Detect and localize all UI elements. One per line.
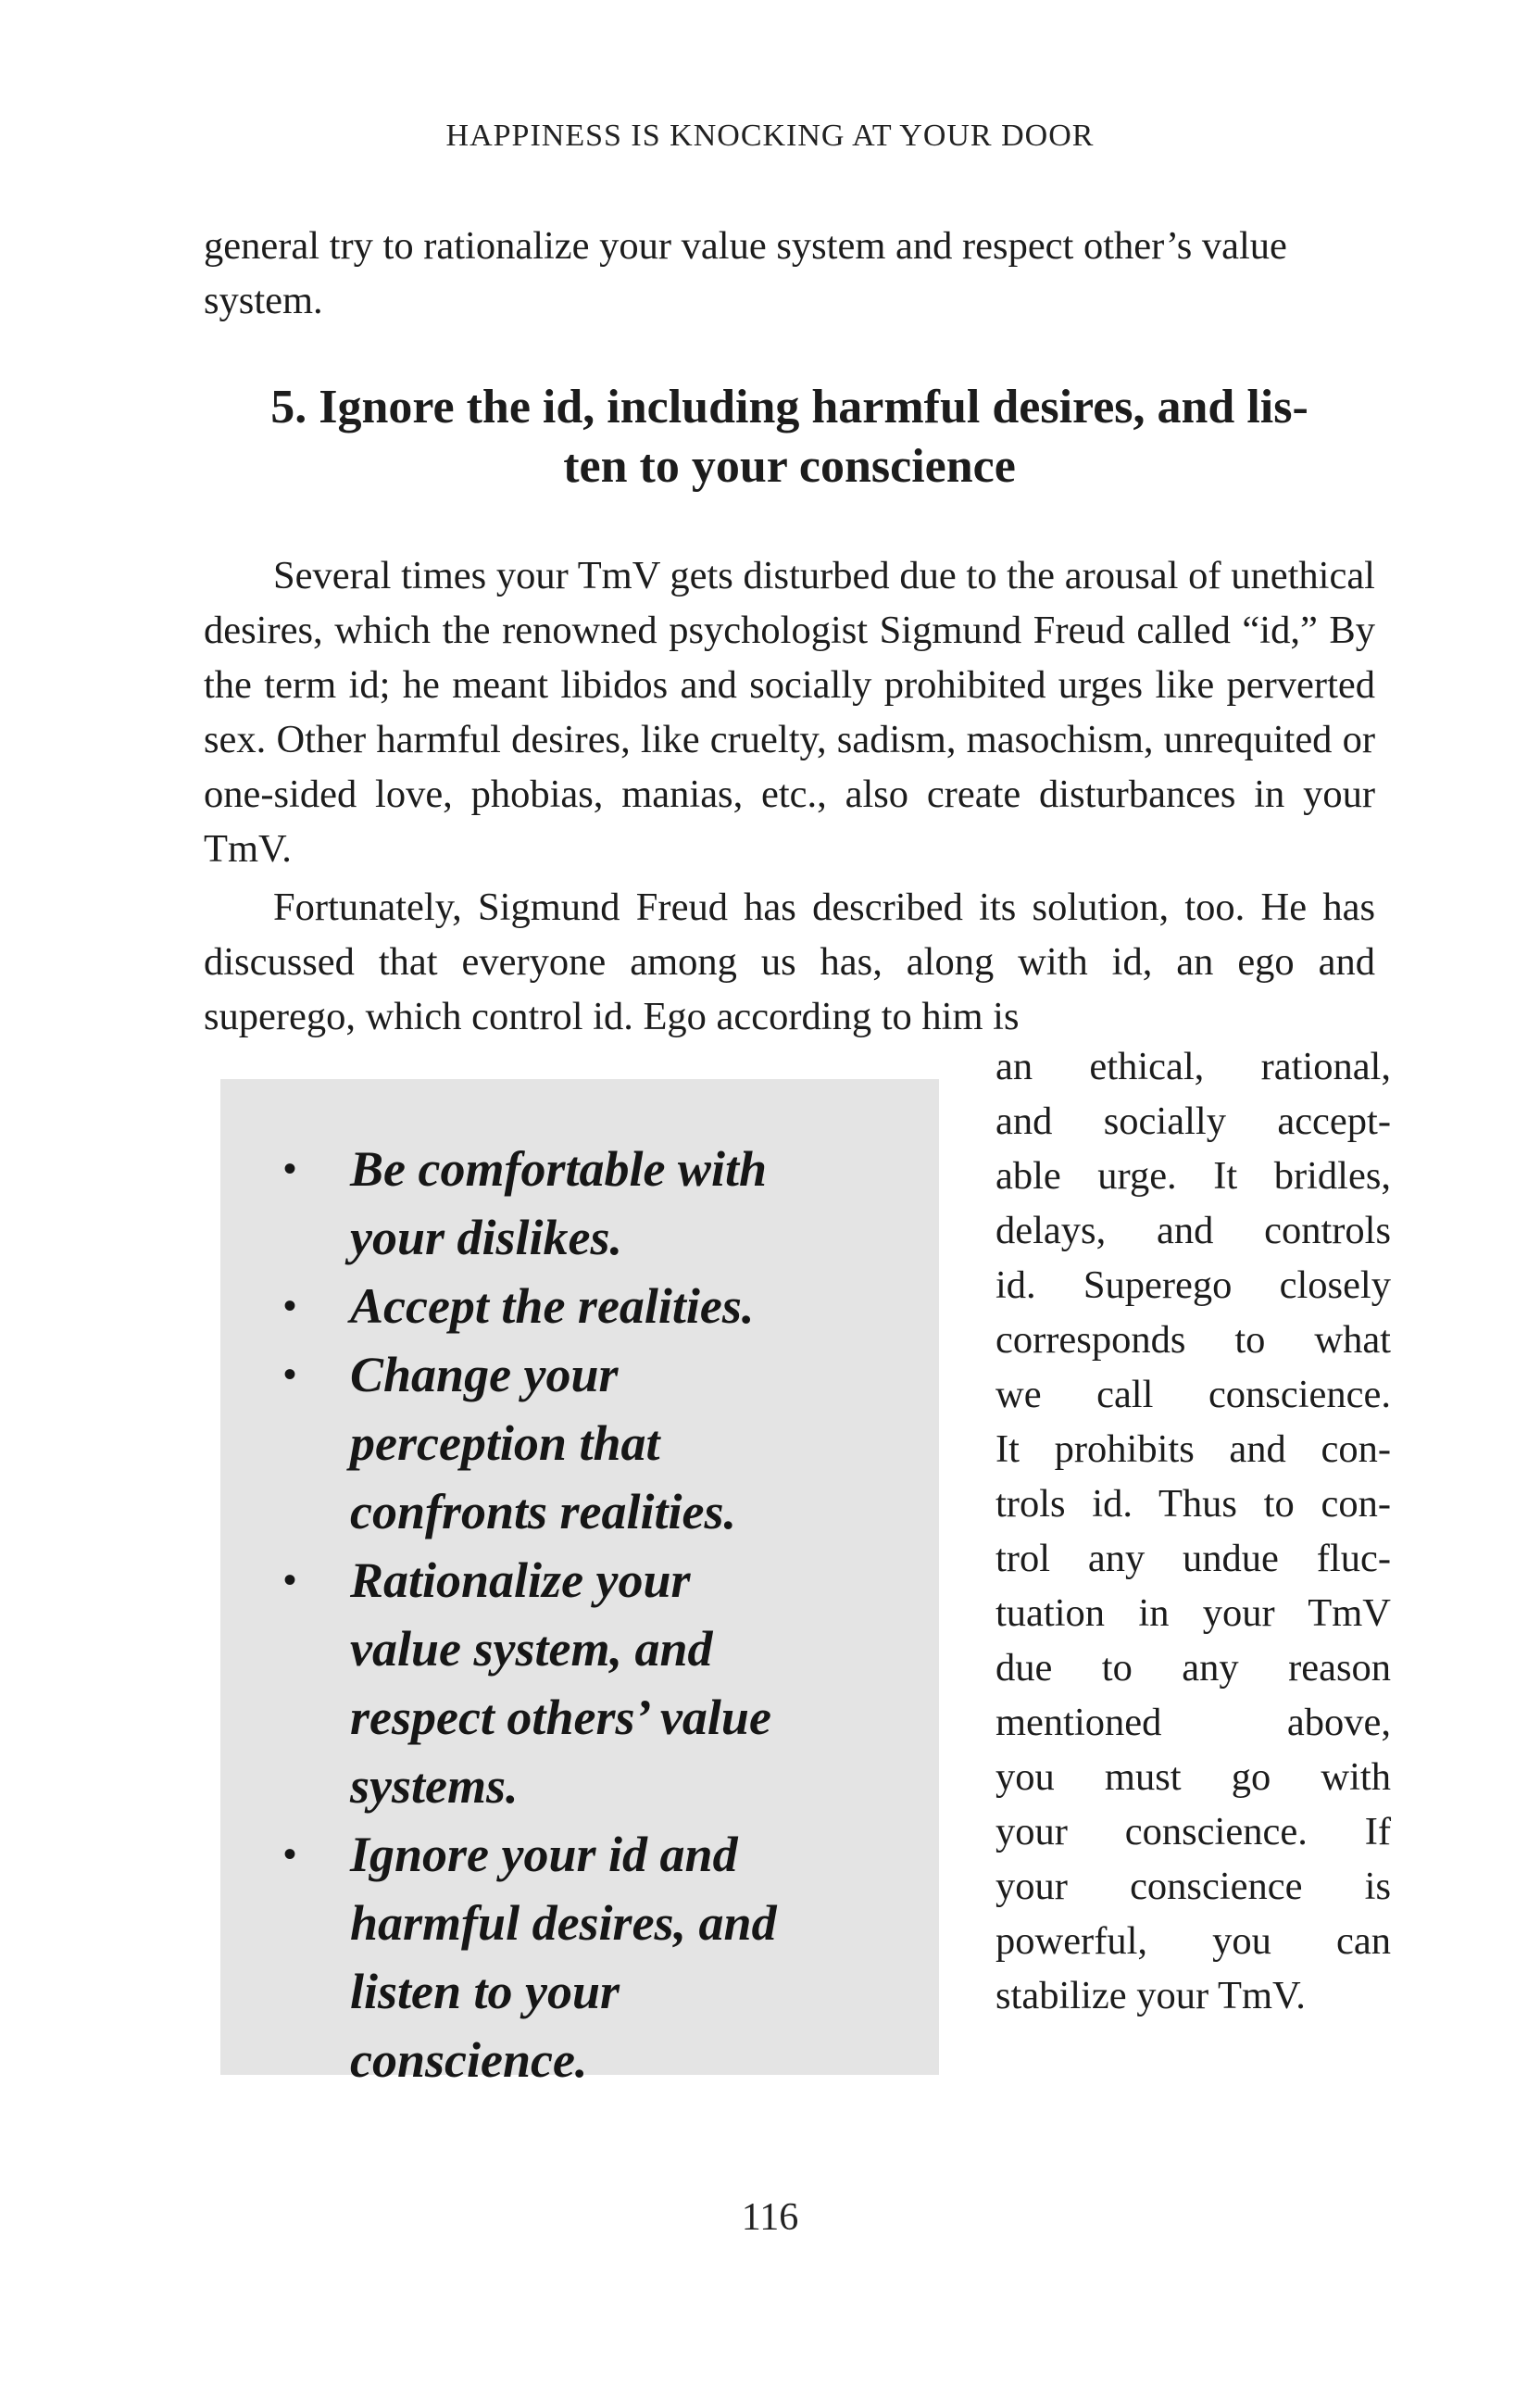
side-line: tuation in your TmV	[995, 1591, 1391, 1635]
bullet-icon: •	[283, 1559, 297, 1601]
tip-text: Change your perception that confronts realities.	[350, 1347, 737, 1539]
side-line: delays, and controls	[995, 1209, 1391, 1252]
bullet-icon: •	[283, 1285, 297, 1326]
tip-item	[276, 1135, 915, 1272]
side-line: trol any undue fluc-	[995, 1537, 1391, 1580]
running-head: HAPPINESS IS KNOCKING AT YOUR DOOR	[445, 119, 1095, 153]
side-line: able urge. It bridles,	[995, 1154, 1391, 1198]
tip-item	[276, 1272, 915, 1340]
tip-text: Rationalize your value system, and respect others’ value systems.	[350, 1552, 771, 1814]
bullet-icon: •	[283, 1833, 297, 1875]
paragraph-id-desires: Several times your TmV gets disturbed due to the arousal of unethical desires, which the renowned psychologist Sigmund Freud called “id,” By the term id; he meant libidos and socially prohibited urges like perverted sex. Other harmful desires, like cruelty, sadism, masochism, unrequited or one-sided love, phobias, manias, etc., also create disturbances in your TmV.	[204, 554, 1375, 871]
tip-item	[276, 1820, 915, 2094]
side-line: stabilize your TmV.	[995, 1974, 1306, 2017]
side-line: your conscience. If	[995, 1810, 1391, 1853]
paragraph-ego-superego: Fortunately, Sigmund Freud has described its solution, too. He has discussed that everyone among us has, along with id, an ego and superego, which control id. Ego according to him is	[204, 886, 1375, 1038]
bullet-icon: •	[283, 1148, 297, 1189]
side-line: corresponds to what	[995, 1318, 1391, 1362]
tip-item	[276, 1340, 915, 1546]
tip-text: Be comfortable with your dislikes.	[350, 1141, 767, 1265]
side-line: an ethical, rational,	[995, 1045, 1391, 1088]
tips-sidebar-box	[220, 1079, 939, 2088]
side-line: id. Superego closely	[995, 1263, 1391, 1307]
side-line: powerful, you can	[995, 1919, 1391, 1963]
section-heading	[204, 378, 1375, 496]
tip-item	[276, 1546, 915, 1820]
intro-paragraph: general try to rationalize your value system and respect other’s value system.	[204, 224, 1287, 322]
bullet-icon: •	[283, 1353, 297, 1395]
tips-list	[276, 1135, 915, 2094]
side-line: mentioned above,	[995, 1701, 1391, 1744]
side-column-text	[995, 1039, 1391, 2023]
side-line: we call conscience.	[995, 1373, 1391, 1416]
side-line: and socially accept-	[995, 1099, 1391, 1143]
tip-text: Accept the realities.	[350, 1278, 755, 1334]
section-heading-line-2: ten to your conscience	[563, 440, 1016, 493]
side-line: your conscience is	[995, 1865, 1391, 1908]
section-heading-line-1: 5. Ignore the id, including harmful desires, and lis-	[270, 381, 1308, 433]
side-line: It prohibits and con-	[995, 1427, 1391, 1471]
page-number: 116	[741, 2196, 799, 2239]
side-line: due to any reason	[995, 1646, 1391, 1690]
side-line: trols id. Thus to con-	[995, 1482, 1391, 1526]
tip-text: Ignore your id and harmful desires, and listen to your conscience.	[350, 1827, 777, 2088]
side-line: you must go with	[995, 1755, 1391, 1799]
